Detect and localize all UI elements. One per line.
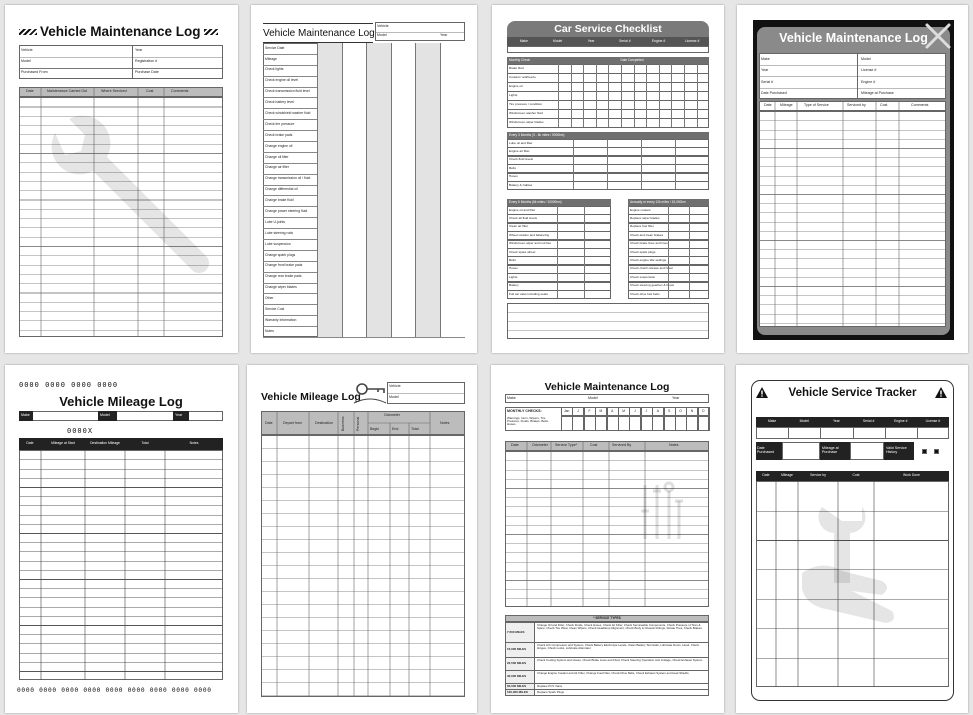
p8-header-col: Year <box>832 419 840 423</box>
p2-item-label: Check brake pads <box>265 132 293 137</box>
p7-month-check[interactable] <box>607 416 619 431</box>
p3-three-month-item: Battery & Cables <box>509 182 533 187</box>
p3-six-month-item: Windscreen wiper and nozzles <box>509 241 551 246</box>
page-5-title: Vehicle Mileage Log <box>59 394 183 409</box>
p3-annual-item: Check steering gearbox & boots <box>630 283 675 288</box>
p2-item-label: Lube steering rods <box>265 230 294 235</box>
p8-header-col-line <box>788 427 789 439</box>
p8-header-col-line <box>917 427 918 439</box>
p6-col-business: Business <box>341 416 345 431</box>
p8-mileage-purchase: Mileage at Purchase <box>822 446 839 454</box>
p5-code-bottom: 0000 0000 0000 0000 0000 0000 0000 0000 0000 <box>17 687 212 694</box>
p1-col-comments: Comments <box>171 89 189 93</box>
p1-col-date: Date <box>26 89 34 93</box>
p7-col-service: Service Type* <box>555 443 578 447</box>
p4-field-license: License # <box>861 68 877 72</box>
p7-col-notes: Notes <box>669 443 679 447</box>
page-2-title: Vehicle Maintenance Log <box>263 28 375 39</box>
p6-odometer-label: Odometer <box>384 413 400 417</box>
p2-col-line <box>317 43 318 337</box>
p8-valid-checkbox[interactable] <box>922 449 927 454</box>
p6-col-lines <box>261 411 465 697</box>
p2-item-label: Mileage <box>265 56 277 61</box>
p3-monthly-col-line <box>571 64 572 127</box>
page-4-title: Vehicle Maintenance Log <box>779 31 928 45</box>
p6-col-personal: Personal <box>356 416 360 431</box>
p4-info-divider <box>857 53 858 99</box>
p7-field-year: Year <box>672 396 680 400</box>
p3-monthly-item: Tire pressure / condition <box>509 102 543 106</box>
p7-month-label: A <box>611 409 614 413</box>
page-7-card <box>491 365 724 713</box>
page-5-card <box>5 365 238 713</box>
p3-monthly-col-line <box>646 64 647 127</box>
p7-col-serviced-by: Serviced By <box>612 443 632 447</box>
p8-col-mileage: Mileage <box>781 473 793 477</box>
p8-col-date: Date <box>762 473 770 477</box>
p4-col-comments: Comments <box>911 103 929 107</box>
p2-item-label: Check battery level <box>265 100 294 105</box>
p6-col-total: Total <box>411 427 419 431</box>
p3-monthly-item: Engine oil <box>509 84 523 88</box>
p8-header-col: License # <box>925 419 941 423</box>
p4-field-year: Year <box>761 68 769 72</box>
p3-three-month-row <box>507 181 709 190</box>
p2-field-vehicle: Vehicle <box>377 24 389 28</box>
p7-service-type-miles: 30,000 MILES <box>507 674 527 678</box>
p8-header-col: Engine # <box>894 419 908 423</box>
p8-valid-history: Valid Service History <box>886 446 907 454</box>
p3-header-col: Model <box>552 39 563 43</box>
p6-field-vehicle: Vehicle <box>389 384 401 388</box>
p2-item-label: Service Date <box>265 45 285 50</box>
p3-annual-item: Check brake lines and lines <box>630 241 668 246</box>
p2-item-label: Change wiper blades <box>265 285 297 290</box>
p6-col-depart: Depart from <box>283 421 302 425</box>
p3-three-month-col-line <box>607 139 608 189</box>
p1-info-divider <box>132 45 133 79</box>
p3-six-month-item: Wheel rotation and balancing <box>509 232 550 237</box>
p3-monthly-col-line <box>608 64 609 127</box>
p3-six-month-item: Check spare wheel <box>509 249 536 254</box>
p2-item-label: Lube suspension <box>265 241 291 246</box>
p3-six-month-item: Belts <box>509 258 516 262</box>
p3-annual-col-line <box>689 206 690 298</box>
p6-col-end: End <box>392 427 399 431</box>
p3-monthly-col-line <box>596 64 597 127</box>
p6-col-destination: Destination <box>315 421 333 425</box>
p5-fields-box <box>19 411 223 421</box>
p3-annual-item: Check and clean brakes <box>630 232 664 237</box>
p7-month-label: N <box>690 409 694 413</box>
wrench-icon <box>45 113 215 283</box>
crossed-wrenches-icon <box>923 21 953 51</box>
p3-header-col: Serial # <box>619 39 631 43</box>
p8-col-service-by: Service by <box>810 473 826 477</box>
p2-shaded-column <box>415 43 440 337</box>
p6-col-begin: Begin <box>370 427 380 431</box>
p2-item-label: Service Cost <box>265 306 285 311</box>
p2-item-label: Check engine oil level <box>265 78 298 83</box>
p7-month-label: S <box>668 409 671 413</box>
p2-col-line <box>366 43 367 337</box>
p7-field-model: Model <box>588 396 598 400</box>
p5-col-notes: Notes <box>189 441 199 445</box>
p7-service-type-miles: 7,500 MILES <box>507 629 525 634</box>
p3-monthly-title: Monthly Check <box>509 58 531 62</box>
page-6-card <box>247 365 477 713</box>
p5-col-start: Mileage at Start <box>51 441 75 445</box>
p4-col-mileage: Mileage <box>780 103 793 107</box>
p1-col-maintenance: Maintenance Carried Out <box>47 89 88 93</box>
p7-service-type-text: Replace PCV Valve <box>537 683 563 688</box>
p8-header-col-line <box>853 427 854 439</box>
p3-monthly-col-line <box>558 64 559 127</box>
p2-col-line <box>342 43 343 337</box>
p3-three-month-col-line <box>675 139 676 189</box>
p3-monthly-item: Lights <box>509 93 518 97</box>
p3-six-month-item: Engine oil and filter <box>509 207 536 212</box>
p7-month-label: M <box>622 409 625 413</box>
p3-six-month-item: Full car valet including seats <box>509 291 548 296</box>
p3-three-month-item: Hoses <box>509 174 518 179</box>
p7-service-type-text: Replace Spark Plugs <box>537 689 564 694</box>
p1-field-year: Year <box>135 48 143 52</box>
p2-item-label: Check tire pressure <box>265 121 295 126</box>
p2-item-label: Change differential oil <box>265 187 298 192</box>
p3-header-col: Make <box>519 39 528 43</box>
p8-header-col-line <box>820 427 821 439</box>
p3-six-month-item: Check all fluid levels <box>509 216 538 220</box>
p8-header-col-line <box>885 427 886 439</box>
p7-service-type-text: Check A/C Compressor and System, Check Battery Electrolyte Levels, Clean Battery Terminals, Lubricate Doors, Hood, Check Hinges, Check Locks, Lubricate Alternator <box>537 642 700 650</box>
p8-header-col: Model <box>799 419 809 423</box>
p3-header-col: Year <box>587 39 595 43</box>
p1-col-cost: Cost <box>146 89 154 93</box>
p2-shaded-column <box>317 43 342 337</box>
p2-item-label: Check windshield washer fluid <box>265 110 311 115</box>
p4-field-date-purchased: Date Purchased <box>761 91 787 95</box>
p7-month-check[interactable] <box>584 416 596 431</box>
car-key-icon <box>350 381 390 407</box>
p3-monthly-item: Windscreen wiper blades <box>509 120 544 124</box>
tools-icon <box>639 481 683 543</box>
p7-service-type-text: Change Oil and Filter, Check Fluids, Check Hoses, Check Air Filter, Check Serviceable Components, Check Pressure of Tires & Spare, Check Tire Wear, Clean Wipers, Check Headlamp Alignment, Check Body & Chassis Fittings, Rotate Tires, Check Brakes <box>537 622 702 630</box>
p2-shaded-column <box>342 43 367 337</box>
p3-dates-title: Date Completed <box>620 58 644 62</box>
p2-item-label: Notes <box>265 328 274 333</box>
p7-service-type-miles: 100,000 MILES <box>507 689 528 694</box>
warning-icon <box>934 386 948 400</box>
p7-service-type-miles: 15,000 MILES <box>507 647 527 651</box>
page-8-card <box>736 365 968 713</box>
p3-monthly-col-line <box>621 64 622 127</box>
p1-field-purchase-date: Purchase Date <box>135 70 159 74</box>
p7-month-check[interactable] <box>572 416 584 431</box>
p2-item-label: Other <box>265 296 274 301</box>
p1-info-box <box>19 45 223 79</box>
p2-item-label: Change front brake pads <box>265 263 303 268</box>
p2-item-label: Warranty information <box>265 317 297 322</box>
p7-month-check[interactable] <box>629 416 641 431</box>
p3-three-month-item: Engine air filter <box>509 149 530 153</box>
p3-monthly-item: Brake fluid <box>509 66 524 70</box>
p3-annual-item: Check drive belt belts <box>630 291 660 296</box>
p1-field-purchased-from: Purchased From <box>21 70 48 74</box>
p7-month-label: Jan <box>564 409 570 413</box>
p3-monthly-col-line <box>697 64 698 127</box>
page-3-card <box>492 5 724 353</box>
p8-invalid-checkbox[interactable] <box>934 449 939 454</box>
p6-col-notes: Notes <box>440 421 450 425</box>
p4-col-date: Date <box>764 103 772 107</box>
p3-annual-item: Replace fuel filter <box>630 224 654 229</box>
p3-six-month-item: Hoses <box>509 266 518 271</box>
p2-item-label: Change transmission oil / fluid <box>265 176 311 181</box>
p2-shaded-column <box>366 43 391 337</box>
p3-six-month-item: Battery <box>509 283 519 288</box>
p3-six-month-item: Lights <box>509 274 518 279</box>
p3-annual-item: Check suspension <box>630 274 656 279</box>
p7-month-check[interactable] <box>664 416 676 431</box>
p7-service-type-text: Change Engine Coolant and Air Filter, Change Fuel Filter, Check Drive Belts, Check Exhaust System and Heat Shields <box>537 670 689 675</box>
page-4-card <box>737 5 968 353</box>
p3-six-month-label-line <box>557 206 558 298</box>
p2-field-year: Year <box>440 33 448 37</box>
p7-service-type-miles: 60,000 MILES <box>507 683 527 688</box>
p3-monthly-col-line <box>659 64 660 127</box>
hazard-stripes <box>204 29 218 35</box>
p7-month-label: M <box>599 409 603 413</box>
p3-three-month-item: Check fluid levels <box>509 157 534 162</box>
p2-item-label: Lube U-joints <box>265 219 285 224</box>
p7-month-check[interactable] <box>686 416 698 431</box>
p2-col-line <box>440 43 441 337</box>
p2-item-label: Change brake fluid <box>265 198 294 203</box>
p7-field-make: Make <box>507 396 516 400</box>
p5-col-lines <box>19 450 223 680</box>
p7-month-check[interactable] <box>675 416 687 431</box>
mechanic-hand-wrench-icon <box>792 503 896 633</box>
p5-field-year: Year <box>175 413 183 417</box>
p3-monthly-col-line <box>634 64 635 127</box>
p5-field-make: Make <box>21 413 30 417</box>
p4-col-lines <box>759 101 946 327</box>
p7-col-odometer: Odometer <box>532 443 548 447</box>
p2-item-label: Change oil filter <box>265 154 289 159</box>
p7-service-type-miles: 22,500 MILES <box>507 661 527 665</box>
p3-header-blank <box>507 46 709 53</box>
p3-three-month-item: Lube oil and filter <box>509 140 533 145</box>
p3-three-month-col-line <box>641 139 642 189</box>
p1-field-vehicle: Vehicle <box>21 48 33 52</box>
p2-col-line <box>415 43 416 337</box>
p6-field-model: Model <box>389 395 399 399</box>
p1-field-registration: Registration # <box>135 59 158 63</box>
p3-three-month-item: Belts <box>509 165 516 170</box>
p7-month-check[interactable] <box>618 416 630 431</box>
p7-month-check[interactable] <box>595 416 607 431</box>
p3-monthly-item: Coolant / antifreeze <box>509 75 536 79</box>
p3-six-month-title: Every 6 Months (6k miles / 10000km) <box>509 200 562 204</box>
page-7-title: Vehicle Maintenance Log <box>544 381 670 393</box>
p4-col-type: Type of Service <box>804 103 829 107</box>
p3-annual-title: Annually or every 12k miles / 15,000km <box>630 200 686 204</box>
p2-item-label: Change power steering fluid <box>265 208 308 213</box>
p3-annual-item: Check engine idle settings <box>630 258 667 262</box>
p2-item-label: Change rear brake pads <box>265 274 302 279</box>
p3-notes-area <box>507 303 709 339</box>
p3-monthly-col-line <box>684 64 685 127</box>
p2-title-rule <box>263 23 373 24</box>
p3-monthly-item: Windscreen washer fluid <box>509 111 543 115</box>
p7-month-label: J <box>577 409 579 413</box>
p2-col-line <box>391 43 392 337</box>
p1-field-model: Model <box>21 59 31 63</box>
p7-monthly-note: Warnings, Horn, Wipers, Tire Pressure, Fluids, Brakes, Belts, Hoses <box>507 416 549 426</box>
p7-month-label: J <box>645 409 648 413</box>
p5-code-small: 0000X <box>67 427 94 435</box>
p1-col-where: Where Serviced <box>101 89 127 93</box>
p7-col-cost: Cost <box>590 443 598 447</box>
page-6-title: Vehicle Mileage Log <box>261 391 361 403</box>
p2-row-line <box>263 337 465 338</box>
p7-month-check[interactable] <box>561 416 573 431</box>
page-1-card <box>5 5 238 353</box>
p5-code-top: 0000 0000 0000 0000 <box>19 381 119 389</box>
p3-monthly-col-line <box>671 64 672 127</box>
page-2-card <box>251 5 477 353</box>
p3-annual-item: Check clutch release and head <box>630 266 673 271</box>
p2-shaded-column <box>440 43 465 337</box>
p8-mileage-box <box>850 442 884 460</box>
p2-item-label: Change air filter <box>265 165 289 170</box>
p5-col-dest: Destination Mileage <box>90 441 120 445</box>
p3-annual-item: Check spark plugs <box>630 249 656 254</box>
p7-service-types-title: * SERVICE TYPES <box>593 616 621 620</box>
hazard-stripes <box>19 29 37 35</box>
p7-col-date: Date <box>511 443 519 447</box>
page-3-title: Car Service Checklist <box>554 23 662 35</box>
p3-header-col: License # <box>684 39 700 43</box>
p8-header-col: Make <box>767 419 777 423</box>
p4-field-model: Model <box>861 57 871 61</box>
p8-header-col: Serial # <box>862 419 875 423</box>
page-8-title: Vehicle Service Tracker <box>788 387 917 399</box>
p3-annual-item: Replace wiper blades <box>630 216 660 220</box>
p3-six-month-item: Clean air filter <box>509 224 529 229</box>
p4-field-serial: Serial # <box>761 80 774 84</box>
p3-annual-item: Engine coolant <box>630 207 651 212</box>
p4-field-mileage-purchase: Mileage at Purchase <box>861 91 894 95</box>
p7-month-label: O <box>679 409 682 413</box>
p2-item-label: Check lights <box>265 67 284 72</box>
p3-three-month-title: Every 3 Months (3 - 6k miles / 5000km) <box>509 133 565 137</box>
p7-month-check[interactable] <box>652 416 664 431</box>
p8-date-purchased-box <box>782 442 820 460</box>
p8-date-purchased: Date Purchased <box>757 446 775 454</box>
p5-field-model: Model <box>100 413 110 417</box>
p4-field-engine: Engine # <box>861 80 876 84</box>
p4-field-make: Make <box>761 57 770 61</box>
p3-header-col: Engine # <box>651 39 666 43</box>
p7-month-check[interactable] <box>698 416 710 431</box>
p3-six-month-col-line <box>584 206 585 298</box>
p7-month-check[interactable] <box>641 416 653 431</box>
p6-col-date: Date <box>265 421 273 425</box>
p2-item-label: Change engine oil <box>265 143 293 148</box>
p7-service-type-text: Check Cooling System and Hoses, Check Brake Lines and Fluid, Check Steering Operation and Linkage, Check Exhaust System <box>537 657 703 662</box>
p4-col-serviced-by: Serviced by <box>847 103 866 107</box>
p4-col-cost: Cost <box>880 103 888 107</box>
p7-monthly-label: MONTHLY CHECKS: <box>507 409 542 413</box>
p2-item-label: Check transmission fluid level <box>265 89 310 94</box>
p4-info-box <box>759 53 946 99</box>
p7-month-label: D <box>702 409 705 413</box>
p8-col-cost: Cost <box>852 473 860 477</box>
p2-item-label: Change spark plugs <box>265 252 296 257</box>
p2-field-model: Model <box>377 33 387 37</box>
p8-col-work-done: Work Done <box>903 473 920 477</box>
p5-col-date: Date <box>26 441 34 445</box>
p5-col-total: Total <box>141 441 149 445</box>
p7-month-label: F <box>588 409 591 413</box>
page-1-title: Vehicle Maintenance Log <box>19 25 218 39</box>
p2-shaded-column <box>391 43 416 337</box>
p3-monthly-col-line <box>583 64 584 127</box>
p3-annual-label-line <box>668 206 669 298</box>
p7-month-label: J <box>634 409 636 413</box>
p7-month-label: A <box>656 409 659 413</box>
p3-three-month-label-line <box>573 139 574 189</box>
